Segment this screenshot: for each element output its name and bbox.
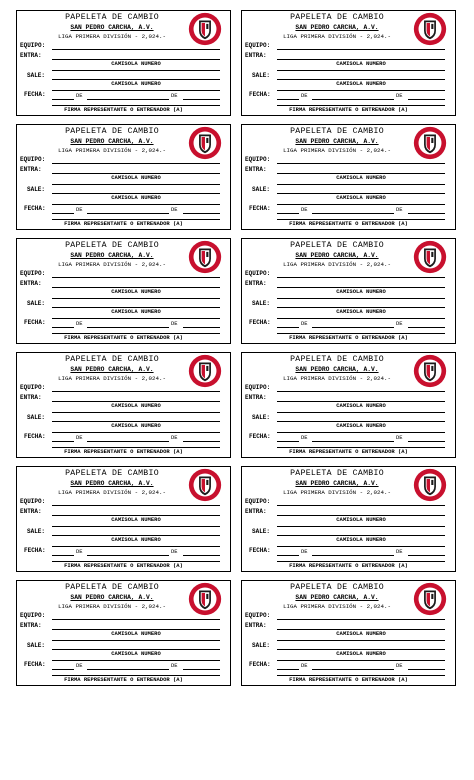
camisola-numero-label-out: CAMISOLA NUMERO (111, 422, 161, 429)
substitution-slip (241, 238, 456, 344)
camisola-in-line (277, 184, 445, 185)
camisola-numero-label-in: CAMISOLA NUMERO (336, 174, 386, 181)
club-crest-logo (413, 468, 447, 502)
camisola-numero-label-in: CAMISOLA NUMERO (336, 288, 386, 295)
entra-label: ENTRA: (20, 166, 42, 173)
substitution-slip (16, 124, 231, 230)
equipo-line (277, 163, 445, 164)
equipo-label: EQUIPO: (245, 156, 271, 163)
equipo-line (52, 391, 220, 392)
fecha-month-line (87, 669, 169, 670)
de-label-1: DE (76, 662, 83, 669)
substitution-slip (16, 10, 231, 116)
club-crest-logo (188, 126, 222, 160)
de-label-2: DE (171, 320, 178, 327)
fecha-year-line (408, 669, 445, 670)
club-name: SAN PEDRO CARCHA, A.V. (70, 252, 154, 259)
club-crest-logo (188, 12, 222, 46)
de-label-2: DE (396, 434, 403, 441)
de-label-2: DE (171, 206, 178, 213)
de-label-1: DE (76, 434, 83, 441)
club-name: SAN PEDRO CARCHA, A.V. (295, 138, 379, 145)
camisola-numero-label-out: CAMISOLA NUMERO (111, 308, 161, 315)
fecha-month-line (312, 327, 394, 328)
club-crest-logo (188, 240, 222, 274)
fecha-month-line (312, 441, 394, 442)
camisola-numero-label-in: CAMISOLA NUMERO (111, 402, 161, 409)
camisola-numero-label-out: CAMISOLA NUMERO (336, 80, 386, 87)
signature-label: FIRMA REPRESENTANTE O ENTRENADOR (A) (64, 106, 183, 113)
league-name: LIGA PRIMERA DIVISIÓN - 2,024.- (283, 261, 391, 268)
de-label-1: DE (76, 548, 83, 555)
fecha-label: FECHA: (24, 547, 46, 554)
camisola-out-line (52, 546, 220, 547)
equipo-label: EQUIPO: (20, 270, 46, 277)
fecha-label: FECHA: (249, 547, 271, 554)
substitution-slip (241, 466, 456, 572)
sale-label: SALE: (252, 642, 271, 649)
substitution-slip (16, 466, 231, 572)
slip-title: PAPELETA DE CAMBIO (290, 583, 384, 592)
camisola-numero-label-out: CAMISOLA NUMERO (111, 650, 161, 657)
league-name: LIGA PRIMERA DIVISIÓN - 2,024.- (58, 147, 166, 154)
club-crest-logo (413, 240, 447, 274)
de-label-1: DE (301, 548, 308, 555)
de-label-2: DE (396, 320, 403, 327)
signature-label: FIRMA REPRESENTANTE O ENTRENADOR (A) (289, 562, 408, 569)
camisola-out-line (52, 432, 220, 433)
fecha-month-line (312, 669, 394, 670)
camisola-numero-label-out: CAMISOLA NUMERO (111, 194, 161, 201)
league-name: LIGA PRIMERA DIVISIÓN - 2,024.- (58, 33, 166, 40)
camisola-out-line (277, 432, 445, 433)
fecha-month-line (87, 99, 169, 100)
camisola-in-line (277, 412, 445, 413)
club-name: SAN PEDRO CARCHA, A.V. (295, 366, 379, 373)
camisola-out-line (52, 318, 220, 319)
camisola-in-line (277, 298, 445, 299)
equipo-label: EQUIPO: (245, 42, 271, 49)
sale-label: SALE: (27, 528, 46, 535)
camisola-out-line (52, 660, 220, 661)
equipo-line (277, 505, 445, 506)
equipo-label: EQUIPO: (20, 384, 46, 391)
de-label-1: DE (76, 92, 83, 99)
camisola-in-line (277, 70, 445, 71)
camisola-numero-label-in: CAMISOLA NUMERO (111, 174, 161, 181)
slip-title: PAPELETA DE CAMBIO (290, 127, 384, 136)
club-crest-logo (413, 582, 447, 616)
sale-label: SALE: (27, 414, 46, 421)
entra-label: ENTRA: (20, 622, 42, 629)
fecha-year-line (408, 441, 445, 442)
league-name: LIGA PRIMERA DIVISIÓN - 2,024.- (58, 603, 166, 610)
equipo-label: EQUIPO: (20, 498, 46, 505)
fecha-label: FECHA: (24, 205, 46, 212)
entra-label: ENTRA: (245, 166, 267, 173)
fecha-month-line (87, 441, 169, 442)
entra-label: ENTRA: (245, 508, 267, 515)
de-label-1: DE (301, 92, 308, 99)
sale-label: SALE: (27, 300, 46, 307)
league-name: LIGA PRIMERA DIVISIÓN - 2,024.- (58, 489, 166, 496)
club-name: SAN PEDRO CARCHA, A.V. (70, 138, 154, 145)
fecha-day-line (277, 441, 299, 442)
entra-label: ENTRA: (20, 52, 42, 59)
fecha-year-line (183, 669, 220, 670)
camisola-out-line (52, 90, 220, 91)
signature-label: FIRMA REPRESENTANTE O ENTRENADOR (A) (289, 334, 408, 341)
equipo-line (277, 49, 445, 50)
camisola-out-line (52, 204, 220, 205)
de-label-2: DE (396, 206, 403, 213)
de-label-1: DE (301, 662, 308, 669)
camisola-out-line (277, 318, 445, 319)
fecha-month-line (87, 213, 169, 214)
equipo-line (52, 49, 220, 50)
equipo-label: EQUIPO: (20, 156, 46, 163)
fecha-label: FECHA: (24, 91, 46, 98)
camisola-numero-label-in: CAMISOLA NUMERO (336, 630, 386, 637)
fecha-label: FECHA: (24, 661, 46, 668)
camisola-numero-label-in: CAMISOLA NUMERO (111, 630, 161, 637)
slip-title: PAPELETA DE CAMBIO (290, 13, 384, 22)
fecha-label: FECHA: (24, 433, 46, 440)
signature-label: FIRMA REPRESENTANTE O ENTRENADOR (A) (64, 334, 183, 341)
camisola-in-line (52, 70, 220, 71)
club-crest-logo (413, 12, 447, 46)
camisola-numero-label-in: CAMISOLA NUMERO (111, 288, 161, 295)
club-crest-logo (188, 354, 222, 388)
league-name: LIGA PRIMERA DIVISIÓN - 2,024.- (283, 33, 391, 40)
de-label-2: DE (171, 92, 178, 99)
equipo-label: EQUIPO: (245, 498, 271, 505)
fecha-month-line (87, 555, 169, 556)
camisola-numero-label-out: CAMISOLA NUMERO (336, 308, 386, 315)
fecha-day-line (52, 327, 74, 328)
camisola-numero-label-out: CAMISOLA NUMERO (336, 194, 386, 201)
equipo-label: EQUIPO: (245, 612, 271, 619)
equipo-label: EQUIPO: (245, 384, 271, 391)
fecha-label: FECHA: (249, 205, 271, 212)
fecha-label: FECHA: (249, 433, 271, 440)
fecha-year-line (408, 327, 445, 328)
de-label-2: DE (396, 662, 403, 669)
de-label-2: DE (396, 548, 403, 555)
camisola-in-line (52, 412, 220, 413)
fecha-year-line (183, 555, 220, 556)
signature-label: FIRMA REPRESENTANTE O ENTRENADOR (A) (64, 448, 183, 455)
sale-label: SALE: (252, 414, 271, 421)
de-label-1: DE (301, 434, 308, 441)
substitution-slip (241, 124, 456, 230)
entra-label: ENTRA: (20, 280, 42, 287)
league-name: LIGA PRIMERA DIVISIÓN - 2,024.- (283, 603, 391, 610)
signature-label: FIRMA REPRESENTANTE O ENTRENADOR (A) (64, 562, 183, 569)
league-name: LIGA PRIMERA DIVISIÓN - 2,024.- (58, 261, 166, 268)
club-name: SAN PEDRO CARCHA, A.V. (295, 24, 379, 31)
camisola-numero-label-in: CAMISOLA NUMERO (336, 60, 386, 67)
de-label-2: DE (171, 434, 178, 441)
equipo-label: EQUIPO: (20, 612, 46, 619)
club-name: SAN PEDRO CARCHA, A.V. (295, 480, 379, 487)
signature-label: FIRMA REPRESENTANTE O ENTRENADOR (A) (289, 106, 408, 113)
de-label-2: DE (171, 548, 178, 555)
league-name: LIGA PRIMERA DIVISIÓN - 2,024.- (58, 375, 166, 382)
equipo-line (52, 619, 220, 620)
fecha-year-line (408, 99, 445, 100)
equipo-label: EQUIPO: (20, 42, 46, 49)
fecha-day-line (277, 99, 299, 100)
club-name: SAN PEDRO CARCHA, A.V. (295, 594, 379, 601)
fecha-day-line (277, 213, 299, 214)
slip-title: PAPELETA DE CAMBIO (65, 469, 159, 478)
club-crest-logo (413, 126, 447, 160)
camisola-out-line (277, 660, 445, 661)
fecha-day-line (52, 99, 74, 100)
slip-title: PAPELETA DE CAMBIO (290, 469, 384, 478)
camisola-out-line (277, 204, 445, 205)
de-label-1: DE (301, 206, 308, 213)
equipo-line (277, 391, 445, 392)
camisola-in-line (52, 184, 220, 185)
camisola-numero-label-in: CAMISOLA NUMERO (111, 516, 161, 523)
slip-title: PAPELETA DE CAMBIO (65, 127, 159, 136)
equipo-label: EQUIPO: (245, 270, 271, 277)
club-name: SAN PEDRO CARCHA, A.V. (70, 594, 154, 601)
fecha-year-line (183, 213, 220, 214)
slip-title: PAPELETA DE CAMBIO (290, 241, 384, 250)
slip-title: PAPELETA DE CAMBIO (65, 241, 159, 250)
entra-label: ENTRA: (20, 394, 42, 401)
fecha-month-line (312, 213, 394, 214)
fecha-year-line (408, 213, 445, 214)
club-name: SAN PEDRO CARCHA, A.V. (70, 480, 154, 487)
sale-label: SALE: (252, 72, 271, 79)
entra-label: ENTRA: (245, 52, 267, 59)
fecha-label: FECHA: (249, 661, 271, 668)
signature-label: FIRMA REPRESENTANTE O ENTRENADOR (A) (289, 676, 408, 683)
fecha-month-line (312, 99, 394, 100)
sale-label: SALE: (252, 528, 271, 535)
fecha-year-line (408, 555, 445, 556)
entra-label: ENTRA: (245, 280, 267, 287)
league-name: LIGA PRIMERA DIVISIÓN - 2,024.- (283, 489, 391, 496)
fecha-day-line (52, 555, 74, 556)
club-name: SAN PEDRO CARCHA, A.V. (295, 252, 379, 259)
sale-label: SALE: (27, 72, 46, 79)
camisola-numero-label-in: CAMISOLA NUMERO (336, 402, 386, 409)
camisola-numero-label-out: CAMISOLA NUMERO (111, 536, 161, 543)
camisola-numero-label-in: CAMISOLA NUMERO (336, 516, 386, 523)
camisola-out-line (277, 546, 445, 547)
fecha-label: FECHA: (249, 91, 271, 98)
substitution-slip (16, 352, 231, 458)
sale-label: SALE: (27, 186, 46, 193)
camisola-numero-label-out: CAMISOLA NUMERO (336, 536, 386, 543)
fecha-year-line (183, 327, 220, 328)
camisola-in-line (52, 526, 220, 527)
substitution-slip (241, 352, 456, 458)
club-name: SAN PEDRO CARCHA, A.V. (70, 366, 154, 373)
club-name: SAN PEDRO CARCHA, A.V. (70, 24, 154, 31)
substitution-slip (241, 580, 456, 686)
club-crest-logo (413, 354, 447, 388)
camisola-numero-label-in: CAMISOLA NUMERO (111, 60, 161, 67)
camisola-in-line (52, 298, 220, 299)
sale-label: SALE: (252, 186, 271, 193)
de-label-1: DE (301, 320, 308, 327)
signature-label: FIRMA REPRESENTANTE O ENTRENADOR (A) (64, 676, 183, 683)
fecha-month-line (87, 327, 169, 328)
league-name: LIGA PRIMERA DIVISIÓN - 2,024.- (283, 375, 391, 382)
substitution-slip (241, 10, 456, 116)
substitution-slip (16, 238, 231, 344)
signature-label: FIRMA REPRESENTANTE O ENTRENADOR (A) (289, 220, 408, 227)
de-label-1: DE (76, 320, 83, 327)
fecha-label: FECHA: (24, 319, 46, 326)
fecha-day-line (52, 441, 74, 442)
substitution-slip (16, 580, 231, 686)
entra-label: ENTRA: (20, 508, 42, 515)
entra-label: ENTRA: (245, 622, 267, 629)
camisola-in-line (277, 640, 445, 641)
slip-title: PAPELETA DE CAMBIO (65, 13, 159, 22)
camisola-numero-label-out: CAMISOLA NUMERO (336, 650, 386, 657)
camisola-in-line (52, 640, 220, 641)
equipo-line (277, 277, 445, 278)
camisola-out-line (277, 90, 445, 91)
camisola-numero-label-out: CAMISOLA NUMERO (336, 422, 386, 429)
fecha-month-line (312, 555, 394, 556)
fecha-day-line (52, 669, 74, 670)
slip-title: PAPELETA DE CAMBIO (65, 583, 159, 592)
league-name: LIGA PRIMERA DIVISIÓN - 2,024.- (283, 147, 391, 154)
camisola-in-line (277, 526, 445, 527)
equipo-line (52, 277, 220, 278)
club-crest-logo (188, 468, 222, 502)
de-label-2: DE (171, 662, 178, 669)
fecha-day-line (277, 669, 299, 670)
equipo-line (52, 505, 220, 506)
fecha-day-line (277, 327, 299, 328)
equipo-line (277, 619, 445, 620)
fecha-year-line (183, 441, 220, 442)
slip-title: PAPELETA DE CAMBIO (290, 355, 384, 364)
slip-title: PAPELETA DE CAMBIO (65, 355, 159, 364)
fecha-day-line (52, 213, 74, 214)
fecha-day-line (277, 555, 299, 556)
sale-label: SALE: (252, 300, 271, 307)
club-crest-logo (188, 582, 222, 616)
de-label-2: DE (396, 92, 403, 99)
fecha-year-line (183, 99, 220, 100)
signature-label: FIRMA REPRESENTANTE O ENTRENADOR (A) (64, 220, 183, 227)
de-label-1: DE (76, 206, 83, 213)
camisola-numero-label-out: CAMISOLA NUMERO (111, 80, 161, 87)
fecha-label: FECHA: (249, 319, 271, 326)
sale-label: SALE: (27, 642, 46, 649)
entra-label: ENTRA: (245, 394, 267, 401)
signature-label: FIRMA REPRESENTANTE O ENTRENADOR (A) (289, 448, 408, 455)
equipo-line (52, 163, 220, 164)
